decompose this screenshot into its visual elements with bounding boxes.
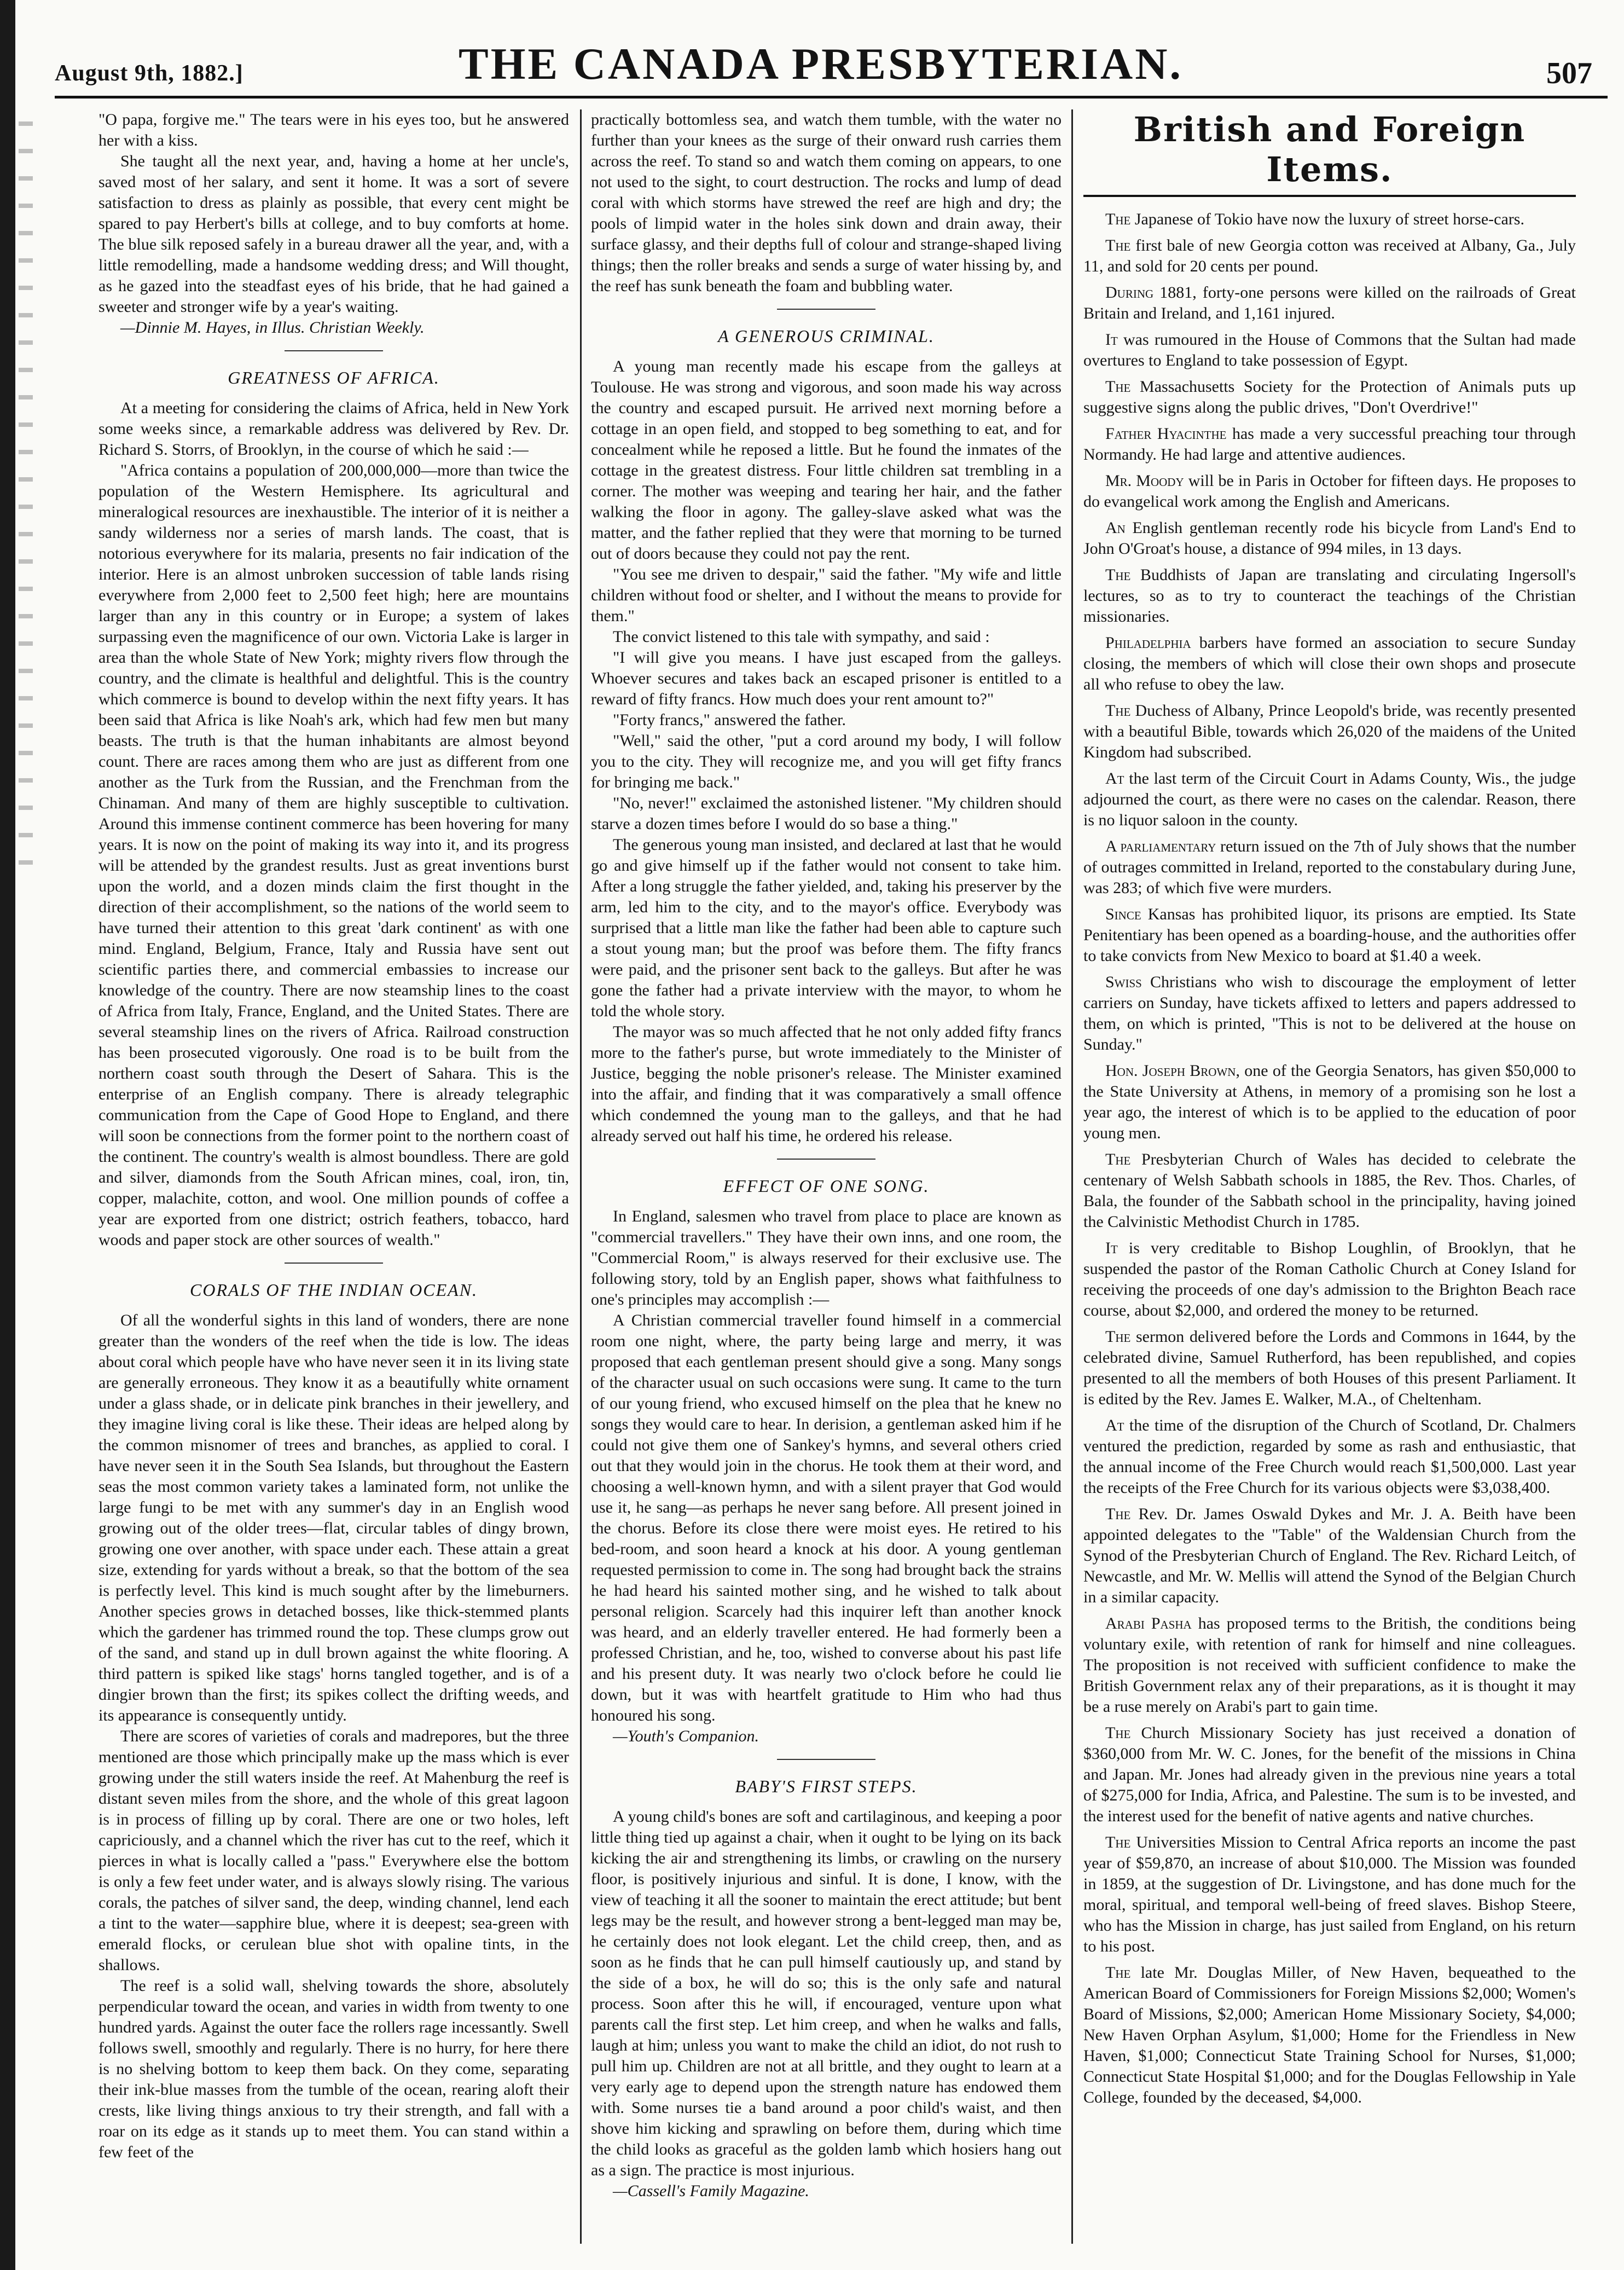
news-item-text: Massachusetts Society for the Protection of Animals puts up suggestive signs along the public drives, "Don't Overdrive!" — [1083, 378, 1576, 416]
article-paragraph: "No, never!" exclaimed the astonished listener. "My children should starve a dozen times before I would do so base a thing." — [591, 794, 1062, 833]
column-rule — [580, 109, 582, 2244]
news-item — [1083, 471, 1576, 512]
news-item-text: the last term of the Circuit Court in Adams County, Wis., the judge adjourned the court, as there were no cases on the calendar. Reason, there is no liquor saloon in the county. — [1083, 769, 1576, 829]
article-heading-effect-of-one-song: EFFECT OF ONE SONG. — [723, 1176, 930, 1196]
news-item — [1083, 1061, 1576, 1144]
news-item-text: Christians who wish to discourage the employment of letter carriers on Sunday, have tickets affixed to letters and papers addressed to them, on which is printed, "This is not to be delivered at the house on Sunday." — [1083, 973, 1576, 1053]
news-item-text: first bale of new Georgia cotton was received at Albany, Ga., July 11, and sold for 20 cents per pound. — [1083, 236, 1576, 275]
news-item-lead: Since — [1105, 905, 1141, 923]
column-rule — [1071, 109, 1073, 2244]
news-item-text: barbers have formed an association to secure Sunday closing, the members of which will close their own shops and prosecute all who refuse to obey the law. — [1083, 634, 1576, 693]
section-divider — [285, 1263, 383, 1264]
news-item — [1083, 1149, 1576, 1232]
news-item-lead: The — [1105, 566, 1131, 584]
story-paragraph: She taught all the next year, and, having a home at her uncle's, saved most of her salary, and sent it home. It was a sort of severe satisfaction to dress as plainly as possible, that every cent might be spared to pay Herbert's bills at college, and to buy comforts at home. The blue silk reposed safely in a bureau drawer all the year, and, with a little remodelling, made a handsome wedding dress; and Will thought, as he gazed into the steadfast eyes of his bride, that he had gained a sweeter and stronger wife by a year's waiting. — [98, 152, 569, 316]
news-item-lead: The — [1105, 1833, 1131, 1851]
section-divider — [285, 350, 383, 351]
section-divider — [777, 1759, 875, 1760]
news-item-lead: The — [1105, 1505, 1131, 1523]
news-item-text: will be in Paris in October for fifteen days. He proposes to do evangelical work among the English and Americans. — [1083, 472, 1576, 511]
news-item-text: Universities Mission to Central Africa reports an income the past year of $59,870, an increase of about $10,000. The Mission was founded in 1859, at the suggestion of Dr. Livingstone, and has done much for the moral, spiritual, and temporal well-being of freed slaves. Bishop Steere, who has the Mission in charge, has just sailed from England, on his return to his post. — [1083, 1833, 1576, 1955]
article-paragraph: At a meeting for considering the claims of Africa, held in New York some weeks since, a remarkable address was delivered by Rev. Dr. Richard S. Storrs, of Brooklyn, in the course of which he said :— — [98, 399, 569, 459]
news-item-text: Japanese of Tokio have now the luxury of street horse-cars. — [1130, 210, 1524, 228]
article-paragraph: "Well," said the other, "put a cord around my body, I will follow you to the city. They will recognize me, and you will get fifty francs for bringing me back." — [591, 732, 1062, 791]
article-paragraph: The reef is a solid wall, shelving towards the shore, absolutely perpendicular toward the ocean, and varies in width from twenty to one hundred yards. Against the outer face the rollers rage incessantly. Swell follows swell, smoothly and regularly. There is no hurry, for here there is no shelving bottom to keep them back. On they come, separating their ink-blue masses from the tumble of the ocean, rearing aloft their crests, like living things anxious to try their strength, and fall with a roar on its edge as it stands up to meet them. You can stand within a few feet of the — [98, 1977, 569, 2161]
newspaper-title: THE CANADA PRESBYTERIAN. — [459, 39, 1183, 89]
issue-date: August 9th, 1882.] — [55, 61, 243, 86]
news-item-lead: A parliamentary — [1105, 837, 1216, 855]
news-item-lead: During — [1105, 283, 1154, 302]
news-item-lead: Father Hyacinthe — [1105, 425, 1227, 443]
masthead-rule — [55, 96, 1608, 99]
news-item-text: Duchess of Albany, Prince Leopold's bride, was recently presented with a beautiful Bible, towards which 26,020 of the maidens of the United Kingdom had subscribed. — [1083, 702, 1576, 761]
story-signature: —Dinnie M. Hayes, in Illus. Christian Weekly. — [120, 319, 425, 337]
section-heading-british-foreign-items: British and Foreign Items. — [1133, 109, 1526, 189]
news-item-text: was rumoured in the House of Commons that the Sultan had made overtures to England to take possession of Egypt. — [1083, 331, 1576, 369]
news-item — [1083, 209, 1576, 230]
news-item — [1083, 768, 1576, 831]
news-item — [1083, 282, 1576, 324]
news-item-lead: The — [1105, 1964, 1131, 1982]
news-item — [1083, 1415, 1576, 1498]
article-paragraph: "You see me driven to despair," said the father. "My wife and little children without food or shelter, and I without the means to provide for them." — [591, 565, 1062, 625]
article-heading-generous-criminal: A GENEROUS CRIMINAL. — [718, 326, 935, 346]
news-item-text: sermon delivered before the Lords and Commons in 1644, by the celebrated divine, Samuel Rutherford, has been republished, and copies presented to all the members of both Houses of this present Parliament. It is edited by the Rev. James E. Walker, M.A., of Cheltenham. — [1083, 1328, 1576, 1408]
news-item — [1083, 972, 1576, 1055]
news-item — [1083, 377, 1576, 418]
article-heading-babys-first-steps: BABY'S FIRST STEPS. — [735, 1776, 918, 1796]
news-item — [1083, 1723, 1576, 1827]
article-paragraph: "I will give you means. I have just escaped from the galleys. Whoever secures and takes back an escaped prisoner is entitled to a reward of fifty francs. How much does your rent amount to?" — [591, 648, 1062, 708]
news-item-lead: Swiss — [1105, 973, 1142, 991]
news-items-list — [1083, 209, 1576, 2108]
news-item-text: has made a very successful preaching tour through Normandy. He had large and attentive audiences. — [1083, 425, 1576, 464]
news-item-text: has proposed terms to the British, the conditions being voluntary exile, with retention of rank for himself and nine colleagues. The proposition is not received with sufficient confidence to make the British Government relax any of their preparations, as it is thought it may be a ruse merely on Arabi's part to gain time. — [1083, 1614, 1576, 1716]
news-item-lead: Philadelphia — [1105, 634, 1191, 652]
article-paragraph: The generous young man insisted, and declared at last that he would go and give himself up if the father would not consent to take him. After a long struggle the father yielded, and, taking his preserver by the arm, led him to the city, and to the mayor's office. Everybody was surprised that a little man like the father had been able to capture such a stout young man; but the proof was before them. The fifty francs were paid, and the prisoner sent back to the galleys. But after he was gone the father had a private interview with the mayor, to whom he told the whole story. — [591, 836, 1062, 1020]
news-item-lead: The — [1105, 210, 1131, 228]
masthead — [38, 22, 1603, 93]
news-item — [1083, 235, 1576, 277]
article-paragraph: A young man recently made his escape from the galleys at Toulouse. He was strong and vigorous, and soon made his way across the country and escaped pursuit. He arrived next morning before a cottage in an open field, and stopped to beg something to eat, and for concealment while he reposed a little. But he found the inmates of the cottage in the greatest distress. Four little children sat trembling in a corner. The mother was weeping and tearing her hair, and the father walking the floor in agony. The galley-slave asked what was the matter, and the father replied that they were that morning to be turned out of doors because they could not pay the rent. — [591, 357, 1062, 563]
news-item-lead: It — [1105, 1239, 1118, 1257]
article-paragraph: The convict listened to this tale with sympathy, and said : — [613, 628, 990, 646]
news-item — [1083, 1962, 1576, 2108]
news-item-lead: The — [1105, 1328, 1131, 1346]
news-item-text: 1881, forty-one persons were killed on the railroads of Great Britain and Ireland, and 1,161 injured. — [1083, 283, 1576, 322]
news-item-lead: Mr. Moody — [1105, 472, 1184, 490]
section-rule — [1083, 195, 1576, 197]
news-item-lead: The — [1105, 1150, 1131, 1168]
news-item — [1083, 565, 1576, 627]
news-item-text: Church Missionary Society has just received a donation of $360,000 from Mr. W. C. Jones, for the benefit of the missions in China and Japan. Mr. Jones had already given in the previous nine years a total of $275,000 for India, Africa, and Palestine. The sum is to be invested, and the interest used for the benefit of native agents and native churches. — [1083, 1724, 1576, 1825]
news-item — [1083, 633, 1576, 695]
news-item — [1083, 424, 1576, 465]
news-item-text: Buddhists of Japan are translating and circulating Ingersoll's lectures, so as to try to counteract the teachings of the Christian missionaries. — [1083, 566, 1576, 626]
news-item-lead: It — [1105, 331, 1118, 349]
article-paragraph: In England, salesmen who travel from place to place are known as "commercial travellers." They have their own inns, and one room, the "Commercial Room," is always reserved for their exclusive use. The following story, told by an English paper, shows what faithfulness to one's principles may accomplish :— — [591, 1207, 1062, 1308]
article-paragraph: The mayor was so much affected that he not only added fifty francs more to the father's purse, but wrote immediately to the Minister of Justice, begging the noble prisoner's release. The Minister examined into the affair, and finding that it was comparatively a small offence which condemned the young man to the galleys, and that he had already served out half his time, he ordered his release. — [591, 1023, 1062, 1145]
article-signature: —Youth's Companion. — [613, 1727, 759, 1745]
news-item-text: is very creditable to Bishop Loughlin, of Brooklyn, that he suspended the pastor of the Roman Catholic Church at Coney Island for receiving the proceeds of one day's admission to the Brighton Beach race course, about $2,000, and ordered the money to be returned. — [1083, 1239, 1576, 1319]
article-heading-greatness-of-africa: GREATNESS OF AFRICA. — [228, 368, 440, 387]
news-item-text: one of the Georgia Senators, has given $50,000 to the State University at Athens, in memory of a promising son he lost a year ago, the interest of which is to be applied to the education of poor young men. — [1083, 1062, 1576, 1142]
news-item-text: English gentleman recently rode his bicycle from Land's End to John O'Groat's house, a distance of 994 miles, in 13 days. — [1083, 519, 1576, 558]
column-two — [591, 109, 1062, 2255]
margin-marks — [19, 99, 33, 865]
news-item — [1083, 700, 1576, 763]
news-item-lead: An — [1105, 519, 1126, 537]
article-paragraph: "Forty francs," answered the father. — [613, 711, 846, 729]
news-item — [1083, 1327, 1576, 1410]
news-item-text: return issued on the 7th of July shows that the number of outrages committed in Ireland, reported to the constabulary during June, was 283; of which five were murders. — [1083, 837, 1576, 897]
binding-edge — [0, 0, 15, 2270]
news-item — [1083, 1238, 1576, 1321]
news-item — [1083, 1832, 1576, 1957]
news-item — [1083, 1613, 1576, 1717]
news-item-text: Kansas has prohibited liquor, its prisons are emptied. Its State Penitentiary has been opened as a boarding-house, and the authorities offer to take convicts from New Mexico to board at $1.40 a week. — [1083, 905, 1576, 965]
news-item-lead: Hon. Joseph Brown, — [1105, 1062, 1240, 1080]
news-item-lead: The — [1105, 1724, 1131, 1742]
news-item-text: Presbyterian Church of Wales has decided to celebrate the centenary of Welsh Sabbath schools in 1885, the Rev. Thos. Charles, of Bala, the founder of the Sabbath school in the principality, having joined the Calvinistic Methodist Church in 1785. — [1083, 1150, 1576, 1231]
news-item-text: Rev. Dr. James Oswald Dykes and Mr. J. A. Beith have been appointed delegates to the "Table" of the Waldensian Church from the Synod of the Presbyterian Church of England. The Rev. Richard Leitch, of Newcastle, and Mr. W. Mellis will attend the Synod of the Belgian Church in a similar capacity. — [1083, 1505, 1576, 1606]
news-item — [1083, 518, 1576, 559]
news-item-lead: The — [1105, 236, 1131, 254]
article-heading-corals: CORALS OF THE INDIAN OCEAN. — [190, 1280, 478, 1300]
section-divider — [777, 309, 875, 310]
news-item-lead: At — [1105, 769, 1124, 787]
article-paragraph: There are scores of varieties of corals and madrepores, but the three mentioned are those which principally make up the mass which is ever growing under the still waters inside the reef. At Mahenburg the reef is distant seven miles from the shore, and the whole of this great lagoon is in process of filling up by coral. There are one or two holes, left capriciously, and a channel which the river has cut to the reef, which it pierces in what is locally called a "pass." Everywhere else the bottom is only a few feet under water, and is always slowly rising. The various corals, the patches of silver sand, the deep, winding channel, lend each a tint to the water—sapphire blue, where it is deepest; sea-green with emerald flocks, or cerulean blue shot with opaline tints, in the shallows. — [98, 1727, 569, 1974]
article-paragraph: Of all the wonderful sights in this land of wonders, there are none greater than the wonders of the reef when the tide is low. The ideas about coral which people have who have never seen it in its living state are generally erroneous. They know it as a beautifully white ornament under a glass shade, or in delicate pink branches in their jewellery, and they imagine living coral is like these. Their ideas are helped along by the common misnomer of trees and branches, as applied to coral. I have never seen it in the South Sea Islands, but throughout the Eastern seas the most common variety takes a laminated form, not unlike the large fungi to be met with any summer's day in an English wood growing out of the older trees—flat, circular tables of dingy brown, growing one over another, with space under each. These attain a great size, extending for yards without a break, so that the bottom of the sea is perfectly level. This kind is much sought after by the limeburners. Another species grows in detached bosses, like thick-stemmed plants which the gardener has trimmed round the top. These clumps grow out of the sand, and stand up in dull brown against the white flooring. A third pattern is spiked like stags' horns tangled together, and is of a dingier brown than the first; its spikes collect the drifting weeds, and its appearance is consequently untidy. — [98, 1311, 569, 1724]
column-one — [98, 109, 569, 2255]
article-paragraph: "Africa contains a population of 200,000,000—more than twice the population of the Western Hemisphere. Its agricultural and mineralogical resources are inexhaustible. The interior of it is neither a sandy wilderness nor a series of marsh lands. The coast, that is notorious everywhere for its malaria, presents no fair indication of the interior. Here is an almost unbroken succession of table lands rising everywhere from 2,000 feet to 2,500 feet high; here are mountains larger than any in this country or in Europe; a system of lakes surpassing even the magnificence of our own. Victoria Lake is larger in area than the whole State of New York; mighty rivers flow through the country, and the climate is healthful and delightful. This is the country which commerce is bound to develop within the next fifty years. It has been said that Africa is like Noah's ark, which had few men but many beasts. The truth is that the human inhabitants are almost beyond count. There are races among them who are just as different from one another as the Turk from the Russian, and the Frenchman from the Chinaman. And many of them are highly susceptible to cultivation. Around this immense continent commerce has been hovering for many years. It is now on the point of making its way into it, and its progress will be attended by the grandest results. Just as great inventions burst upon the world, and a dozen minds claim the first thought in the direction of their accomplishment, so the nations of the world seem to have turned their attention to this great 'dark continent' as with one mind. England, Belgium, France, Italy and Russia have sent out scientific parties there, and commercial embassies to increase our knowledge of the country. There are now steamship lines to the coast of Africa from Italy, France, England, and the United States. There are several steamship lines on the rivers of Africa. Railroad construction has been prosecuted vigorously. One road is to be built from the northern coast south through the Desert of Sahara. This is the enterprise of an English company. There is already telegraphic communication from the Cape of Good Hope to England, and there will soon be connections from the former point to the northern coast of the continent. The country's wealth is almost boundless. There are gold and silver, diamonds from the South African mines, coal, iron, tin, copper, malachite, cotton, and wool. One million pounds of coffee a year are exported from one district; ostrich feathers, tobacco, hard woods and paper stock are other sources of wealth." — [98, 461, 569, 1249]
story-paragraph: "O papa, forgive me." The tears were in his eyes too, but he answered her with a kiss. — [98, 111, 569, 149]
news-item-lead: The — [1105, 378, 1131, 396]
article-paragraph: A Christian commercial traveller found himself in a commercial room one night, where, the party being large and merry, it was proposed that each gentleman present should give a song. Many songs of the character usual on such occasions were sung. It came to the turn of our young friend, who excused himself on the plea that he knew no songs they would care to hear. In derision, a gentleman asked him if he could not give them one of Sankey's hymns, and several others cried out that they would join in the chorus. He took them at their word, and choosing a well-known hymn, and with a silent prayer that God would use it, he sang—as perhaps he never sang before. All present joined in the chorus. Before its close there were moist eyes. He retired to his bed-room, and soon heard a knock at his door. A young gentleman requested permission to come in. The song had brought back the strains he had heard his sainted mother sing, and he wished to talk about personal religion. Scarcely had this inquirer left than another knock was heard, and an elderly traveller entered. He had formerly been a professed Christian, and he, too, wished to converse about his past life and his present duty. It was nearly two o'clock before he could lie down, but it was with heartfelt gratitude to Him who had thus honoured his song. — [591, 1311, 1062, 1724]
article-paragraph: practically bottomless sea, and watch them tumble, with the water no further than your knees as the surge of their onward rush carries them across the reef. To stand so and watch them coming on appears, to one not used to the sight, to court destruction. The rocks and lump of dead coral with which storms have strewed the reef are high and dry; the pools of limpid water in the holes sink down and drain away, their surface glassy, and their depths full of colour and strange-shaped living things; then the roller breaks and sends a surge of water hissing by, and the reef has sunk beneath the foam and bubbling water. — [591, 111, 1062, 295]
news-item — [1083, 329, 1576, 371]
section-divider — [777, 1159, 875, 1160]
column-three — [1083, 109, 1576, 2255]
news-item — [1083, 836, 1576, 899]
news-item-lead: At — [1105, 1416, 1124, 1434]
article-signature: —Cassell's Family Magazine. — [613, 2182, 809, 2200]
news-item-text: late Mr. Douglas Miller, of New Haven, bequeathed to the American Board of Commissioners for Foreign Missions $2,000; Women's Board of Missions, $2,000; American Home Missionary Society, $4,000; New Haven Orphan Asylum, $1,000; Home for the Friendless in New Haven, $1,000; Connecticut State Training School for Nurses, $1,000; Connecticut State Hospital $1,000; and for the Douglas Fellowship in Yale College, founded by the deceased, $4,000. — [1083, 1964, 1576, 2106]
page-number: 507 — [1546, 56, 1592, 90]
news-item-lead: Arabi Pasha — [1105, 1614, 1192, 1632]
news-item — [1083, 1504, 1576, 1608]
news-item-text: the time of the disruption of the Church of Scotland, Dr. Chalmers ventured the prediction, regarded by some as rash and enthusiastic, that the annual income of the Free Church would reach $1,500,000. Last year the receipts of the Free Church for its various objects were $3,038,400. — [1083, 1416, 1576, 1497]
news-item-lead: The — [1105, 702, 1131, 720]
article-paragraph: A young child's bones are soft and cartilaginous, and keeping a poor little thing tied up against a chair, when it ought to be lying on its back kicking the air and strengthening its limbs, or crawling on the nursery floor, is positively injurious and sinful. It is done, I know, with the view of teaching it all the sooner to maintain the erect attitude; but bent legs may be the result, and however strong a bent-legged man may be, he certainly does not look elegant. Let the child creep, then, and as soon as he finds that he can pull himself cautiously up, and stand by the side of a box, he will do so; this is the only safe and natural process. Soon after this he will, if encouraged, venture upon what parents call the first step. Let him creep, and when he walks and falls, laugh at him; unless you want to make the child an idiot, do not rush to pull him up. Children are not at all brittle, and they ought to learn at a very early age to depend upon the strength nature has endowed them with. Some nurses tie a band around a poor child's waist, and then shove him kicking and sprawling on before them, during which time the child looks as graceful as the golden lamb which hosiers hang out as a sign. The practice is most injurious. — [591, 1808, 1062, 2179]
news-item — [1083, 904, 1576, 966]
